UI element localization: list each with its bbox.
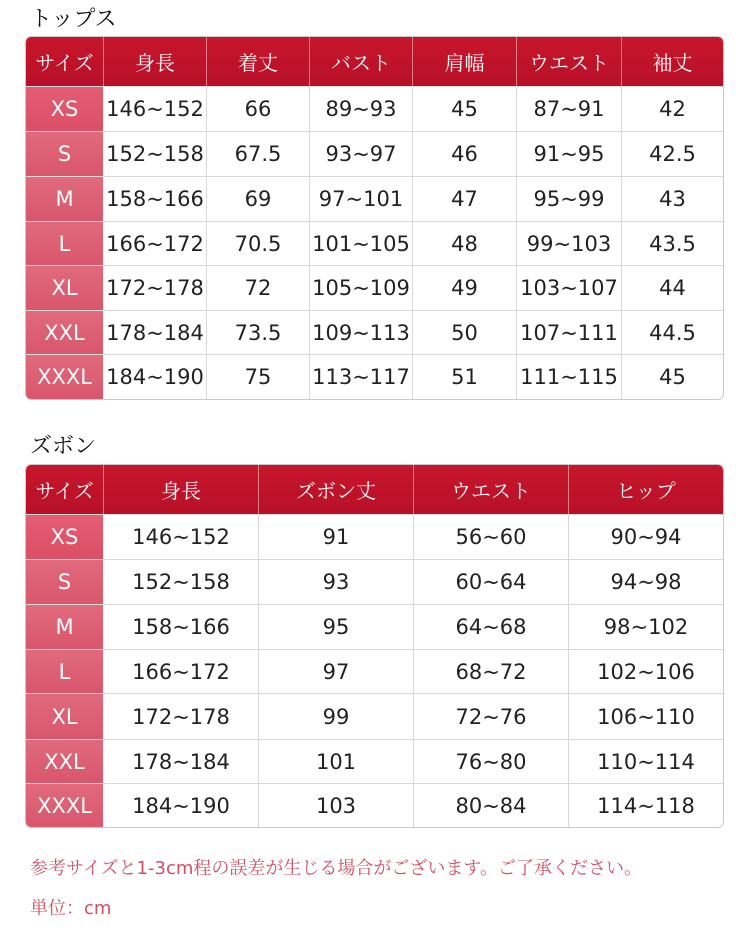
tops-value-cell: 45 bbox=[413, 87, 517, 131]
pants-size-table bbox=[25, 464, 724, 828]
pants-value-cell: 172~178 bbox=[104, 694, 259, 739]
tops-header-cell: 身長 bbox=[104, 37, 207, 86]
tops-size-cell: XL bbox=[26, 266, 104, 310]
tops-value-cell: 49 bbox=[413, 266, 517, 310]
pants-table-row bbox=[26, 559, 723, 604]
pants-value-cell: 106~110 bbox=[597, 704, 695, 729]
pants-value-cell: 93 bbox=[259, 560, 414, 604]
tops-table-row bbox=[26, 131, 723, 176]
pants-value-cell: 80~84 bbox=[414, 784, 569, 827]
tops-header-cell: 袖丈 bbox=[622, 37, 723, 86]
pants-table-row bbox=[26, 649, 723, 693]
tops-value-cell: 101~105 bbox=[310, 222, 413, 265]
tops-table-row bbox=[26, 176, 723, 221]
tops-table-row bbox=[26, 221, 723, 265]
tops-value-cell: 99~103 bbox=[517, 222, 622, 265]
tops-size-cell: S bbox=[26, 132, 104, 176]
tops-section-title: トップス bbox=[30, 7, 117, 32]
tops-value-cell: 103~107 bbox=[517, 266, 622, 310]
pants-size-cell: M bbox=[26, 605, 104, 649]
tops-value-cell: 111~115 bbox=[517, 355, 622, 399]
tops-value-cell: 107~111 bbox=[517, 311, 622, 354]
pants-value-cell: 60~64 bbox=[414, 560, 569, 604]
pants-size-cell: XS bbox=[26, 515, 104, 559]
pants-value-cell: 152~158 bbox=[104, 560, 259, 604]
tops-size-cell: XXL bbox=[26, 311, 104, 354]
pants-value-cell: 95 bbox=[259, 605, 414, 649]
tops-value-cell: 42 bbox=[659, 97, 686, 121]
pants-size-cell: XXL bbox=[26, 740, 104, 783]
pants-table-row bbox=[26, 604, 723, 649]
pants-value-cell: 90~94 bbox=[610, 525, 682, 549]
tops-value-cell: 87~91 bbox=[517, 87, 622, 131]
tops-value-cell: 66 bbox=[207, 87, 310, 131]
pants-value-cell: 166~172 bbox=[104, 650, 259, 693]
tops-value-cell: 91~95 bbox=[517, 132, 622, 176]
pants-value-cell: 72~76 bbox=[414, 694, 569, 739]
tops-value-cell: 152~158 bbox=[104, 132, 207, 176]
pants-value-cell: 158~166 bbox=[104, 605, 259, 649]
tops-header-cell: サイズ bbox=[26, 37, 104, 86]
pants-header-cell: ウエスト bbox=[414, 465, 569, 514]
tops-value-cell: 46 bbox=[413, 132, 517, 176]
tops-table-row bbox=[26, 86, 723, 131]
tops-value-cell: 47 bbox=[413, 177, 517, 221]
pants-header-cell: ズボン丈 bbox=[259, 465, 414, 514]
tops-value-cell: 184~190 bbox=[104, 355, 207, 399]
pants-header-cell: ヒップ bbox=[569, 465, 723, 514]
tops-header-cell: 肩幅 bbox=[413, 37, 517, 86]
tops-value-cell: 44.5 bbox=[649, 320, 696, 345]
tops-header-cell: 着丈 bbox=[207, 37, 310, 86]
pants-table-row bbox=[26, 783, 723, 827]
tops-size-cell: L bbox=[26, 222, 104, 265]
pants-value-cell: 64~68 bbox=[414, 605, 569, 649]
tops-value-cell: 45 bbox=[659, 365, 686, 389]
tops-value-cell: 51 bbox=[413, 355, 517, 399]
tops-value-cell: 172~178 bbox=[104, 266, 207, 310]
pants-value-cell: 76~80 bbox=[414, 740, 569, 783]
tops-value-cell: 93~97 bbox=[310, 132, 413, 176]
pants-size-cell: L bbox=[26, 650, 104, 693]
pants-value-cell: 98~102 bbox=[603, 615, 689, 639]
tops-value-cell: 43.5 bbox=[649, 231, 696, 256]
tops-value-cell: 67.5 bbox=[207, 132, 310, 176]
pants-size-cell: XL bbox=[26, 694, 104, 739]
tops-table-row bbox=[26, 310, 723, 354]
tops-table-row bbox=[26, 354, 723, 399]
pants-header-row bbox=[26, 465, 723, 514]
tops-value-cell: 43 bbox=[659, 187, 686, 211]
pants-value-cell: 91 bbox=[259, 515, 414, 559]
pants-value-cell: 110~114 bbox=[597, 749, 695, 774]
tops-value-cell: 69 bbox=[207, 177, 310, 221]
tops-value-cell: 44 bbox=[659, 276, 686, 300]
pants-value-cell: 94~98 bbox=[610, 570, 682, 594]
tops-header-cell: バスト bbox=[310, 37, 413, 86]
tops-size-table bbox=[25, 36, 724, 400]
pants-header-cell: サイズ bbox=[26, 465, 104, 514]
pants-value-cell: 97 bbox=[259, 650, 414, 693]
tops-value-cell: 95~99 bbox=[517, 177, 622, 221]
tops-size-cell: XXXL bbox=[26, 355, 104, 399]
tops-value-cell: 158~166 bbox=[104, 177, 207, 221]
tops-value-cell: 105~109 bbox=[310, 266, 413, 310]
pants-value-cell: 102~106 bbox=[597, 659, 695, 684]
pants-table-row bbox=[26, 739, 723, 783]
pants-value-cell: 103 bbox=[259, 784, 414, 827]
pants-size-cell: S bbox=[26, 560, 104, 604]
pants-section-title: ズボン bbox=[30, 434, 97, 459]
tops-value-cell: 75 bbox=[207, 355, 310, 399]
tops-value-cell: 178~184 bbox=[104, 311, 207, 354]
pants-value-cell: 146~152 bbox=[104, 515, 259, 559]
unit-note: 単位：cm bbox=[30, 898, 112, 919]
pants-value-cell: 178~184 bbox=[104, 740, 259, 783]
tops-value-cell: 50 bbox=[413, 311, 517, 354]
tops-header-row bbox=[26, 37, 723, 86]
tops-table-row bbox=[26, 265, 723, 310]
tops-value-cell: 109~113 bbox=[310, 311, 413, 354]
tops-value-cell: 89~93 bbox=[310, 87, 413, 131]
tops-value-cell: 97~101 bbox=[310, 177, 413, 221]
tops-value-cell: 73.5 bbox=[207, 311, 310, 354]
tops-value-cell: 72 bbox=[207, 266, 310, 310]
pants-value-cell: 56~60 bbox=[414, 515, 569, 559]
pants-size-cell: XXXL bbox=[26, 784, 104, 827]
tops-value-cell: 42.5 bbox=[649, 142, 696, 166]
pants-value-cell: 184~190 bbox=[104, 784, 259, 827]
pants-table-row bbox=[26, 693, 723, 739]
pants-header-cell: 身長 bbox=[104, 465, 259, 514]
pants-value-cell: 68~72 bbox=[414, 650, 569, 693]
pants-value-cell: 101 bbox=[259, 740, 414, 783]
tops-header-cell: ウエスト bbox=[517, 37, 622, 86]
tops-size-cell: XS bbox=[26, 87, 104, 131]
tops-value-cell: 70.5 bbox=[207, 222, 310, 265]
pants-value-cell: 114~118 bbox=[597, 793, 695, 818]
tops-value-cell: 48 bbox=[413, 222, 517, 265]
pants-table-row bbox=[26, 514, 723, 559]
tops-value-cell: 166~172 bbox=[104, 222, 207, 265]
tops-value-cell: 146~152 bbox=[104, 87, 207, 131]
tops-size-cell: M bbox=[26, 177, 104, 221]
tops-value-cell: 113~117 bbox=[310, 355, 413, 399]
pants-value-cell: 99 bbox=[259, 694, 414, 739]
size-disclaimer-note: 参考サイズと1-3cm程の誤差が生じる場合がございます。ご了承ください。 bbox=[30, 858, 642, 879]
